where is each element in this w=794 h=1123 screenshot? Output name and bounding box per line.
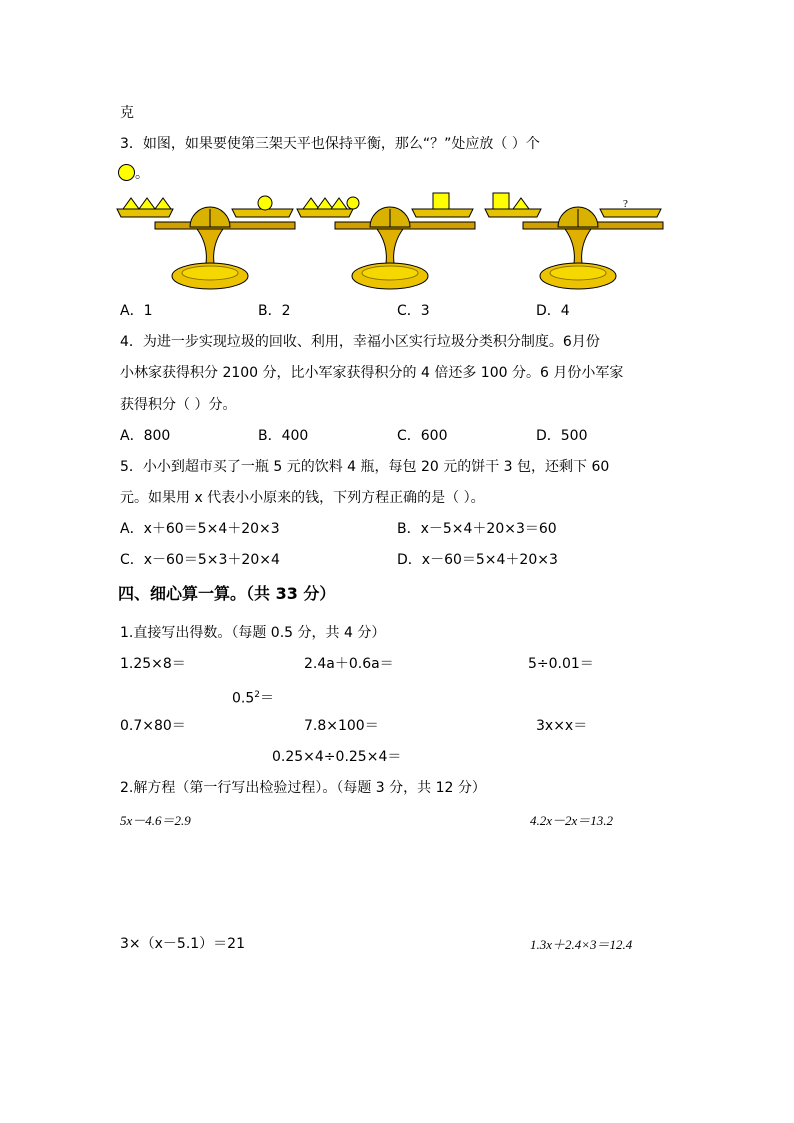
q4-line2: 小林家获得积分 2100 分，比小军家获得积分的 4 倍还多 100 分。6 月份小军家 <box>120 365 624 381</box>
q5-line2: 元。如果用 x 代表小小原来的钱，下列方程正确的是（ ）。 <box>120 490 485 506</box>
q4-line3: 获得积分（ ）分。 <box>120 397 237 413</box>
sub2-title: 2.解方程（第一行写出检验过程）。（每题 3 分，共 12 分） <box>120 780 486 796</box>
scale-1 <box>117 196 295 289</box>
equation-3: 3×（x－5.1）＝21 <box>120 936 246 952</box>
calc-7: 3x×x＝ <box>536 718 588 734</box>
q5-line1: 5．小小到超市买了一瓶 5 元的饮料 4 瓶，每包 20 元的饼干 3 包，还剩下 60 <box>120 459 610 475</box>
section-4-title: 四、细心算一算。（共 33 分） <box>118 584 336 603</box>
calc-4: $0.5^2=$ <box>232 690 274 707</box>
q3-option-b: B．2 <box>258 303 291 319</box>
balance-scales-figure <box>115 192 675 294</box>
q3-option-c: C．3 <box>397 303 430 319</box>
equation-2: 4.2x－2x＝13.2 <box>530 813 614 828</box>
q5-option-b: B．x－5×4＋20×3＝60 <box>397 521 557 537</box>
q5-option-a: A．x＋60＝5×4＋20×3 <box>120 521 280 537</box>
equation-4: 1.3x＋2.4×3＝12.4 <box>530 937 633 952</box>
scale-3 <box>485 193 663 289</box>
calc-2: 2.4a＋0.6a＝ <box>304 656 394 672</box>
equation-1: 5x－4.6＝2.9 <box>120 813 191 828</box>
question-mark: ? <box>623 198 628 210</box>
sub1-title: 1.直接写出得数。（每题 0.5 分，共 4 分） <box>120 625 386 641</box>
calc-3: 5÷0.01＝ <box>528 656 594 672</box>
top-fragment: 克 <box>120 105 134 121</box>
calc-6: 7.8×100＝ <box>304 718 379 734</box>
q4-option-a: A．800 <box>120 428 171 444</box>
circle-icon <box>118 164 135 181</box>
calc-5: 0.7×80＝ <box>120 718 186 734</box>
q4-option-c: C．600 <box>397 428 448 444</box>
q4-option-d: D．500 <box>536 428 588 444</box>
scale-2 <box>297 193 475 289</box>
q4-option-b: B．400 <box>258 428 309 444</box>
q4-line1: 4．为进一步实现垃圾的回收、利用，幸福小区实行垃圾分类积分制度。6月份 <box>120 334 600 350</box>
q3-stem-line1: 3．如图，如果要使第三架天平也保持平衡，那么“？”处应放（ ）个 <box>120 136 540 152</box>
q5-option-c: C．x－60＝5×3＋20×4 <box>120 552 280 568</box>
calc-1: 1.25×8＝ <box>120 656 186 672</box>
calc-8: 0.25×4÷0.25×4＝ <box>272 749 402 765</box>
q5-option-d: D．x－60＝5×4＋20×3 <box>397 552 558 568</box>
q3-option-a: A．1 <box>120 303 153 319</box>
q3-option-d: D．4 <box>536 303 570 319</box>
q3-stem-line2: 。 <box>118 164 149 183</box>
